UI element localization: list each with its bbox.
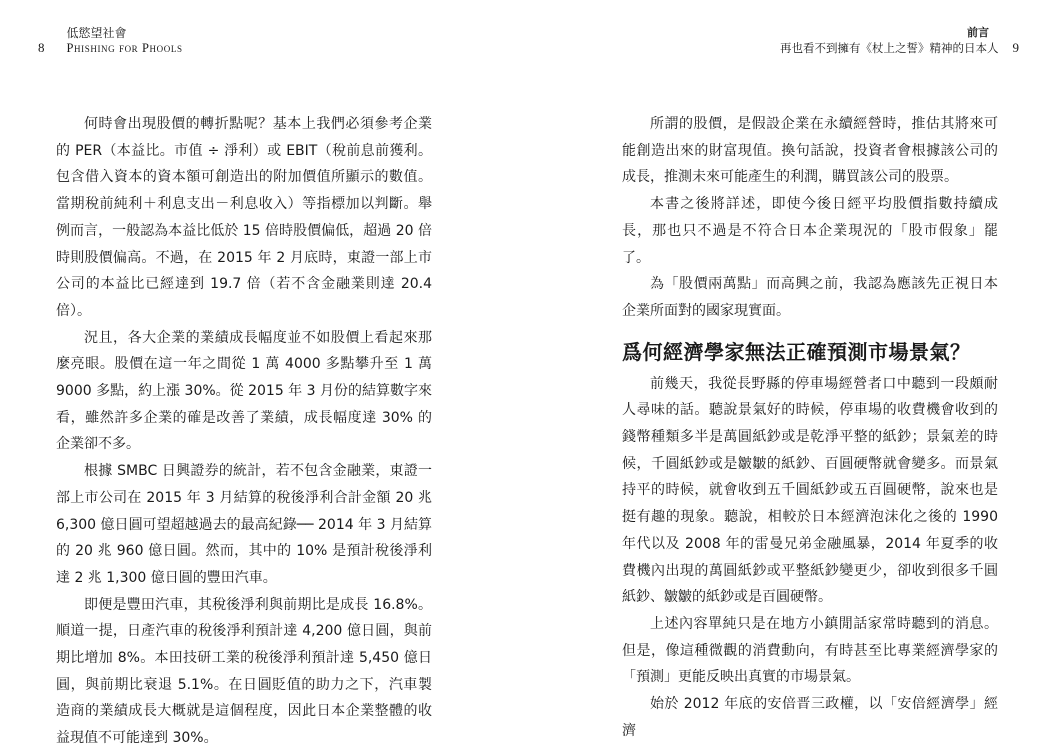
section-heading: 爲何經濟學家無法正確預測市場景氣？ <box>622 339 971 364</box>
paragraph: 所謂的股價，是假設企業在永續經營時，推估其將來可能創造出來的財富現值。換句話說，投資者會根據該公司的成長，推測未來可能產生的利潤，購買該公司的股票。 <box>622 116 998 186</box>
right-page-text <box>622 111 998 744</box>
paragraph: 本書之後將詳述，即使今後日經平均股價指數持續成長，那也只不過是不符合日本企業現況的「股市假象」罷了。 <box>622 196 998 266</box>
right-page-number: 9 <box>1012 40 1019 55</box>
left-page-text <box>56 111 432 752</box>
left-running-header <box>38 26 183 56</box>
paragraph: 根據 SMBC 日興證券的統計，若不包含金融業，東證一部上市公司在 2015 年 3 月結算的稅後淨利合計金額 20 兆 6,300 億日圓可望超越過去的最高紀錄── 2014 年 3 月結算的 20 兆 960 億日圓。然而，其中的 10% 是預計稅後淨利達 2 兆 1,300 億日圓的豐田汽車。 <box>56 463 432 586</box>
chapter-title: 再也看不到擁有《杖上之誓》精神的日本人 <box>780 41 999 55</box>
paragraph: 前幾天，我從長野縣的停車場經營者口中聽到一段頗耐人尋味的話。聽說景氣好的時候，停車場的收費機會收到的錢幣種類多半是萬圓紙鈔或是乾淨平整的紙鈔；景氣差的時候，千圓紙鈔或是皺皺的紙鈔、百圓硬幣就會變多。而景氣持平的時候，就會收到五千圓紙鈔或五百圓硬幣，說來也是挺有趣的現象。聽說，相較於日本經濟泡沫化之後的 1990 年代以及 2008 年的雷曼兄弟金融風暴，2014 年夏季的收費機內出現的萬圓紙鈔或平整紙鈔變更少，卻收到很多千圓紙鈔、皺皺的紙鈔或是百圓硬幣。 <box>622 375 998 606</box>
right-running-header <box>780 26 1019 56</box>
paragraph: 為「股價兩萬點」而高興之前，我認為應該先正視日本企業所面對的國家現實面。 <box>622 276 998 319</box>
paragraph: 始於 2012 年底的安倍晋三政權，以「安倍經濟學」經濟 <box>622 696 998 739</box>
paragraph: 即便是豐田汽車，其稅後淨利與前期比是成長 16.8%。順道一提，日產汽車的稅後淨利預計達 4,200 億日圓，與前期比增加 8%。本田技研工業的稅後淨利預計達 5,450 億日圓，與前期比衰退 5.1%。在日圓貶值的助力之下，汽車製造商的業績成長大概就是這個程度，因此日本企業整體的收益現值不可能達到 30%。 <box>56 596 432 747</box>
book-title-english: Phishing for Phools <box>66 41 183 55</box>
section-label: 前言 <box>967 26 989 39</box>
paragraph: 何時會出現股價的轉折點呢？基本上我們必須參考企業的 PER（本益比。市值 ÷ 淨利）或 EBIT（稅前息前獲利。包含借入資本的資本額可創造出的附加價值所顯示的數值。當期稅前純利＋利息支出－利息收入）等指標加以判斷。舉例而言，一般認為本益比低於 15 倍時股價偏低，超過 20 倍時則股價偏高。不過，在 2015 年 2 月底時，東證一部上市公司的本益比已經達到 19.7 倍（若不含金融業則達 20.4 倍）。 <box>56 116 432 319</box>
left-page-number: 8 <box>38 40 45 55</box>
paragraph: 況且，各大企業的業績成長幅度並不如股價上看起來那麼亮眼。股價在這一年之間從 1 萬 4000 多點攀升至 1 萬 9000 多點，約上漲 30%。從 2015 年 3 月份的結算數字來看，雖然許多企業的確是改善了業績，成長幅度達 30% 的企業卻不多。 <box>56 329 432 453</box>
book-title-chinese: 低慾望社會 <box>66 26 127 40</box>
paragraph: 上述內容單純只是在地方小鎮閒話家常時聽到的消息。但是，像這種微觀的消費動向，有時甚至比專業經濟學家的「預測」更能反映出真實的市場景氣。 <box>622 615 998 686</box>
